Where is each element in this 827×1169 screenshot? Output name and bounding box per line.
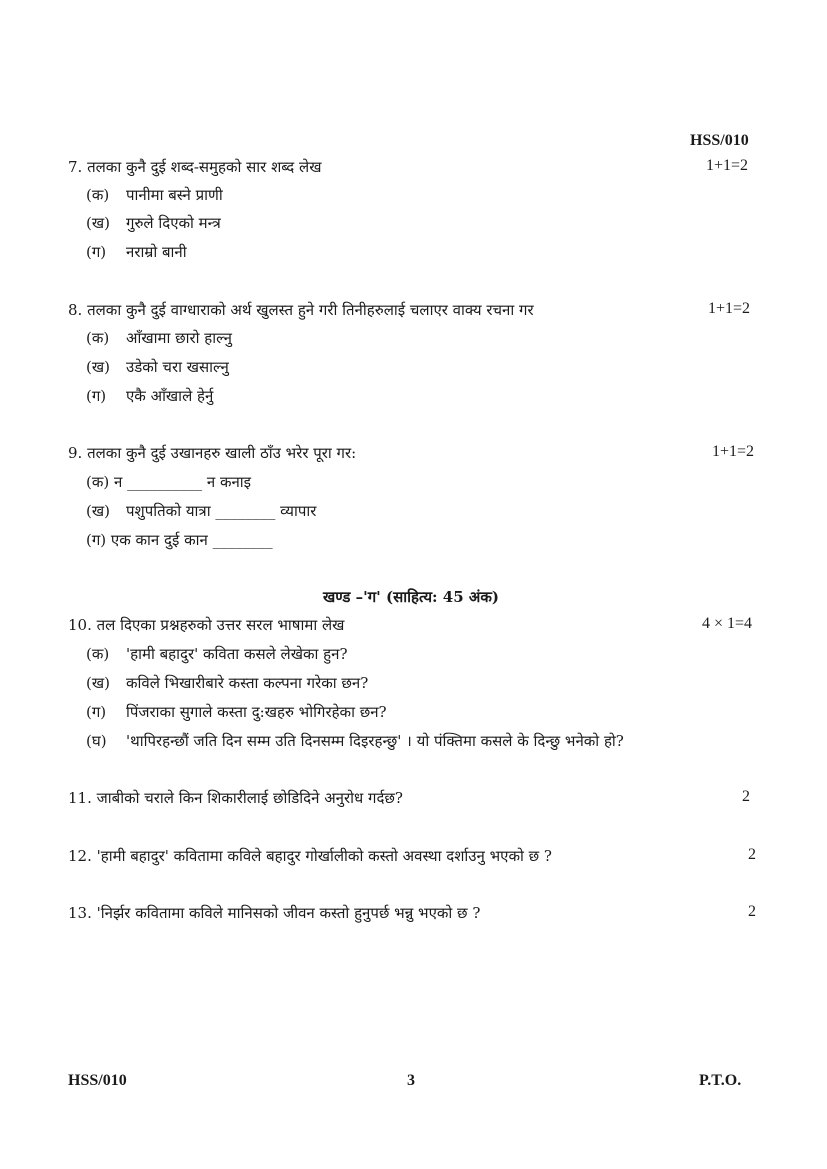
question-10-text: 10. तल दिएका प्रश्नहरुको उत्तर सरल भाषामा लेख (68, 616, 345, 634)
item-text: उडेको चरा खसाल्नु (126, 358, 229, 376)
item-label: (क) (86, 645, 110, 663)
question-10-marks: 4 × 1=4 (702, 615, 753, 632)
item-text: गुरुले दिएको मन्त्र (126, 214, 221, 232)
question-13-marks: 2 (748, 903, 756, 920)
question-11-text: 11. जाबीको चराले किन शिकारीलाई छोडिदिने अनुरोध गर्दछ? (68, 789, 403, 807)
question-7-item-ga (86, 242, 187, 262)
paper-code-footer: HSS/010 (68, 1072, 127, 1089)
question-8-marks: 1+1=2 (708, 300, 751, 317)
question-8-text: 8. तलका कुनै दुई वाग्धाराको अर्थ खुलस्त हुने गरी तिनीहरुलाई चलाएर वाक्य रचना गर (68, 301, 534, 319)
question-9-item-ka: (क) न __________ न कनाइ (86, 473, 252, 491)
question-12-marks: 2 (748, 846, 756, 863)
page-number: 3 (407, 1072, 415, 1089)
item-label: (ख) (86, 674, 110, 692)
question-9-text: 9. तलका कुनै दुई उखानहरु खाली ठाँउ भरेर पूरा गर: (68, 444, 357, 462)
paper-code-header: HSS/010 (690, 132, 749, 149)
please-turn-over: P.T.O. (699, 1072, 742, 1089)
question-10-item-ga (86, 702, 387, 722)
item-label: (क) (86, 186, 110, 204)
item-text: 'थापिरहन्छौं जति दिन सम्म उति दिनसम्म दिइरहन्छु' । यो पंक्तिमा कसले के दिन्छु भनेको हो? (126, 732, 624, 750)
item-label: (घ) (86, 732, 107, 750)
item-text: पिंजराका सुगाले कस्ता दु:खहरु भोगिरहेका छन? (126, 703, 387, 721)
question-7-item-kha (86, 213, 221, 233)
item-text: नराम्रो बानी (126, 243, 187, 261)
question-10-item-kha (86, 673, 368, 693)
item-text: पशुपतिको यात्रा ________ व्यापार (126, 502, 317, 520)
item-text: आँखामा छारो हाल्नु (126, 329, 232, 347)
item-label: (क) (86, 329, 110, 347)
question-7-text: 7. तलका कुनै दुई शब्द-समुहको सार शब्द लेख (68, 158, 322, 176)
question-10-item-gha (86, 731, 624, 751)
question-11-marks: 2 (742, 788, 750, 805)
question-13-text: 13. 'निर्झर कवितामा कविले मानिसको जीवन कस्तो हुनुपर्छ भन्नु भएको छ ? (68, 904, 481, 922)
item-label: (ग) (86, 387, 107, 405)
item-label: (ख) (86, 358, 110, 376)
question-8-item-kha (86, 357, 229, 377)
question-9-item-kha (86, 501, 316, 521)
item-label: (ख) (86, 502, 110, 520)
question-7-item-ka (86, 185, 223, 205)
item-text: एकै आँखाले हेर्नु (126, 387, 214, 405)
section-heading: खण्ड –'ग' (साहित्य: 45 अंक) (323, 588, 499, 606)
question-7-marks: 1+1=2 (706, 157, 749, 174)
question-12-text: 12. 'हामी बहादुर' कवितामा कविले बहादुर गोर्खालीको कस्तो अवस्था दर्शाउनु भएको छ ? (68, 847, 552, 865)
question-9-item-ga: (ग) एक कान दुई कान ________ (86, 531, 273, 549)
question-9-marks: 1+1=2 (712, 443, 755, 460)
item-label: (ग) (86, 703, 107, 721)
question-8-item-ga (86, 386, 213, 406)
item-text: कविले भिखारीबारे कस्ता कल्पना गरेका छन? (126, 674, 369, 692)
item-label: (ख) (86, 214, 110, 232)
item-label: (ग) (86, 243, 107, 261)
item-text: 'हामी बहादुर' कविता कसले लेखेका हुन? (126, 645, 348, 663)
item-text: पानीमा बस्ने प्राणी (126, 186, 223, 204)
question-8-item-ka (86, 328, 232, 348)
question-10-item-ka (86, 644, 348, 664)
